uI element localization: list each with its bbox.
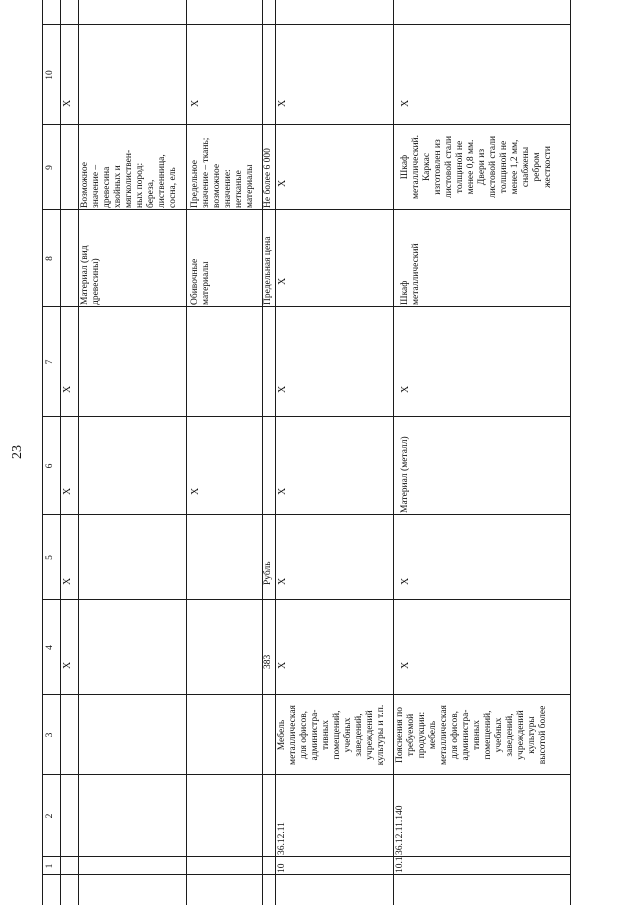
row-10-number: 10 bbox=[277, 863, 287, 873]
header-col-5: 5 bbox=[45, 555, 55, 560]
cell-mark: X bbox=[277, 487, 288, 495]
cell-mark: X bbox=[62, 487, 73, 495]
cell-mark: X bbox=[190, 487, 201, 495]
row-rule-1 bbox=[42, 874, 570, 875]
page-number: 23 bbox=[10, 445, 25, 459]
col-rule-4b bbox=[275, 0, 276, 905]
table-border-bottom bbox=[570, 0, 571, 905]
row-10-1-number: 10.1 bbox=[395, 856, 405, 873]
col-rule-3-partial bbox=[186, 210, 187, 695]
cell-mark: X bbox=[277, 385, 288, 393]
cell-mark: X bbox=[62, 577, 73, 585]
row-rule-2 bbox=[42, 856, 570, 857]
header-col-4: 4 bbox=[45, 645, 55, 650]
row-rule-7 bbox=[42, 416, 570, 417]
col-rule-4 bbox=[262, 0, 263, 905]
cell-mark: X bbox=[190, 99, 201, 107]
row-rule-10 bbox=[42, 124, 570, 125]
header-col-10: 10 bbox=[45, 70, 55, 80]
row-10-name: Мебель металлическая для офисов, администра- тивных помещений, учебных заведений, учреждений культуры и т.п. bbox=[277, 704, 386, 766]
cell-mark: X bbox=[277, 277, 288, 285]
row-c-characteristic: Предельная цена bbox=[263, 236, 273, 305]
row-b-characteristic: Обивочные материалы bbox=[190, 258, 211, 305]
cell-mark: X bbox=[62, 385, 73, 393]
cell-mark: X bbox=[62, 99, 73, 107]
header-col-6: 6 bbox=[45, 463, 55, 469]
row-10-1-material: Материал (металл) bbox=[400, 436, 410, 513]
row-a-value: Возможное значение – древесина хвойных и мягколиствен- ных пород: береза, лиственница, сосна, ель bbox=[80, 149, 178, 208]
row-rule-11 bbox=[42, 24, 570, 25]
row-rule-8 bbox=[42, 306, 570, 307]
cell-mark: X bbox=[400, 661, 411, 669]
row-rule-5 bbox=[42, 599, 570, 600]
row-a-characteristic: Материал (вид древесины) bbox=[80, 245, 101, 305]
header-col-7: 7 bbox=[45, 359, 55, 365]
row-c-unit-name: Рубль bbox=[263, 561, 273, 585]
header-col-9: 9 bbox=[45, 165, 55, 170]
row-c-unit-code: 383 bbox=[263, 654, 273, 669]
cell-mark: X bbox=[277, 577, 288, 585]
row-rule-4 bbox=[42, 694, 570, 695]
header-bottom-rule bbox=[60, 0, 61, 905]
cell-mark: X bbox=[400, 577, 411, 585]
header-col-3: 3 bbox=[45, 732, 55, 738]
row-rule-6 bbox=[42, 514, 570, 515]
cell-mark: X bbox=[277, 661, 288, 669]
header-col-8: 8 bbox=[45, 256, 55, 261]
cell-mark: X bbox=[277, 99, 288, 107]
table-border-top bbox=[42, 0, 43, 905]
header-col-2: 2 bbox=[45, 813, 55, 819]
row-b-value: Предельное значение – ткань; возможное значение: нетканые материалы bbox=[190, 137, 255, 208]
row-10-1-name: Пояснения по требуемой продукции: мебель металлическая для офисов, администра- тивных помещений, учебных заведений, учреждений культуры высотой более bbox=[395, 705, 548, 765]
row-10-1-code: 36.12.11.140 bbox=[395, 805, 405, 855]
header-col-1: 1 bbox=[45, 863, 55, 869]
col-rule-3-upper bbox=[186, 0, 187, 210]
cell-mark: X bbox=[400, 99, 411, 107]
row-10-1-characteristic: Шкаф металлический bbox=[400, 243, 421, 305]
col-rule-5 bbox=[393, 0, 394, 905]
cell-mark: X bbox=[400, 385, 411, 393]
row-rule-3 bbox=[42, 774, 570, 775]
col-rule-2 bbox=[78, 0, 79, 905]
row-c-value: Не более 6 000 bbox=[263, 148, 273, 208]
row-10-code: 36.12.11 bbox=[277, 822, 287, 855]
row-rule-9 bbox=[42, 209, 570, 210]
cell-mark: X bbox=[62, 661, 73, 669]
cell-mark: X bbox=[277, 179, 288, 187]
row-10-1-value: Шкаф металлический. Каркас изготовлен из листовой стали толщиной не менее 0,8 мм. Двери из листовой стали толщиной не менее 1,2 мм, снабжены ребром жесткости bbox=[400, 135, 553, 199]
